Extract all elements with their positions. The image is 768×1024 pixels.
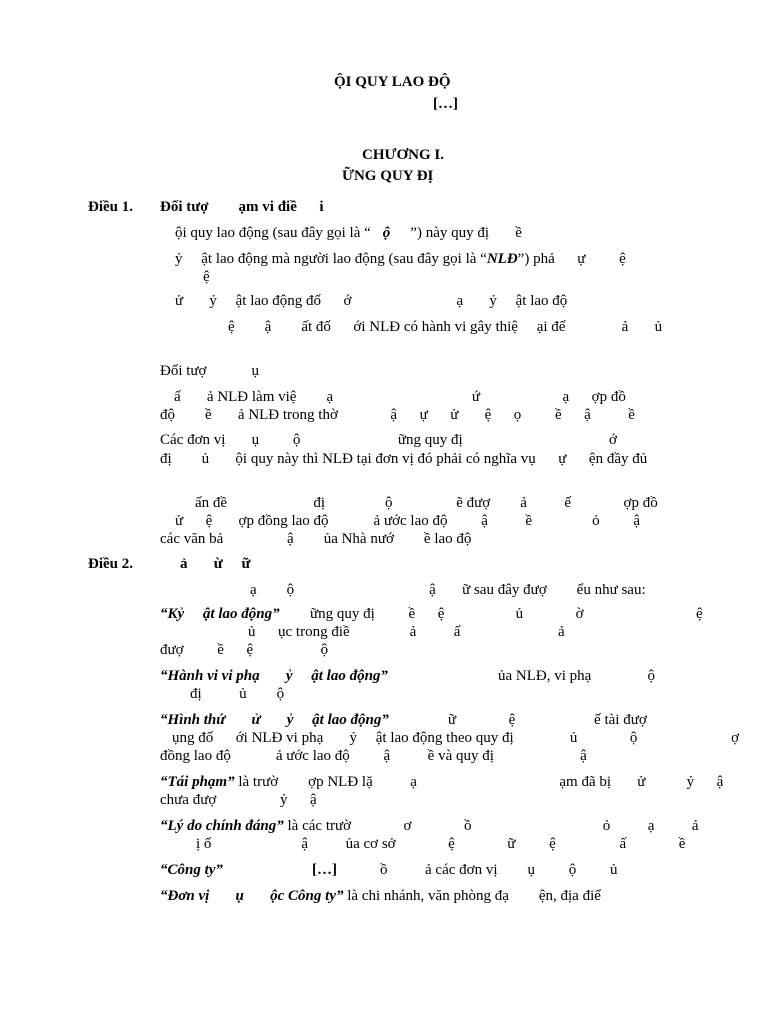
definition-term: “Hình thứ ử ỷ ật lao động” xyxy=(160,712,389,728)
definition-line: ụng đố ới NLĐ vi phạ ỷ ật lao động theo quy đị ủ ộ ợ xyxy=(172,730,740,746)
document-title: ỘI QUY LAO ĐỘ xyxy=(334,74,451,90)
text-run: ”) này quy đị ề xyxy=(410,225,522,241)
article-2-label: Điều 2. xyxy=(88,556,133,572)
term-nld: NLĐ xyxy=(486,251,518,267)
paragraph-line: ử ệ ợp đồng lao độ ả ước lao độ ậ ề ỏ ậ xyxy=(175,513,640,529)
definition-line: ồ ả các đơn vị ụ ộ ủ xyxy=(380,862,618,878)
article-1-line xyxy=(175,224,522,242)
chapter-title: ỮNG QUY ĐỊ xyxy=(342,168,434,184)
definition-line: đồng lao độ ả ước lao độ ậ ề và quy đị ậ xyxy=(160,748,587,764)
definition-line: đị ủ ộ xyxy=(190,686,285,702)
definition-line xyxy=(160,887,601,905)
article-2-heading: ả ừ ữ xyxy=(180,556,251,572)
paragraph-line: các văn bả ậ ủa Nhà nướ ề lao độ xyxy=(160,531,472,547)
paragraph-line: độ ề ả NLĐ trong thờ ậ ự ử ệ ọ ề ậ ề xyxy=(160,407,635,423)
article-1-line: ệ ậ ất đố ới NLĐ có hành vi gây thiệ ại đế ả ủ xyxy=(228,319,663,335)
text-run: ội quy lao động (sau đây gọi là “ xyxy=(175,225,371,241)
text-run: là trườ ợp NLĐ lặ ạ ạm đã bị ử ỷ ậ xyxy=(238,774,724,790)
definition-line: ững quy đị ề ệ ủ ờ ệ xyxy=(310,606,703,622)
document-subtitle: […] xyxy=(433,96,458,112)
subject-heading: Đối tượ ụ xyxy=(160,363,259,379)
paragraph-line: đị ủ ội quy này thì NLĐ tại đơn vị đó phải có nghĩa vụ ự ện đầy đủ xyxy=(160,451,648,467)
article-1-line: ử ỷ ật lao động đố ớ ạ ỷ ật lao độ xyxy=(175,293,568,309)
definition-line: ủ ục trong điề ả ấ ả xyxy=(248,624,565,640)
definition-term: “Hành vi vi phạ ỷ ật lao động” xyxy=(160,668,388,684)
definition-term: “Kỷ ật lao động” xyxy=(160,606,280,622)
term-noi-quy: ộ xyxy=(382,225,391,241)
definition-line xyxy=(160,817,699,835)
article-1-heading: Đối tượ ạm vi điề i xyxy=(160,199,324,215)
text-run: là chi nhánh, văn phòng đạ ện, địa điể xyxy=(347,888,601,904)
definition-line: ị ố ậ ủa cơ sở ệ ữ ệ ấ ề xyxy=(196,836,686,852)
paragraph-line: ấ ả NLĐ làm việ ạ ứ ạ ợp đồ xyxy=(174,389,626,405)
text-run: ”) phả ự ệ xyxy=(517,251,626,267)
definition-line: chưa đượ ỷ ậ xyxy=(160,792,317,808)
article-1-line: ệ xyxy=(203,269,210,285)
paragraph-line: Các đơn vị ụ ộ ững quy đị ớ xyxy=(160,432,617,448)
text-run: ỷ ật lao động mà người lao động (sau đây gọi là “ xyxy=(175,251,487,267)
article-1-line xyxy=(175,250,626,268)
definition-line: ữ ệ ế tài đượ xyxy=(448,712,647,728)
definition-line: đượ ề ệ ộ xyxy=(160,642,329,658)
definition-line xyxy=(160,773,723,791)
definition-term: “Công ty” xyxy=(160,862,223,878)
article-1-label: Điều 1. xyxy=(88,199,133,215)
article-2-intro: ạ ộ ậ ữ sau đây đượ ểu như sau: xyxy=(250,582,646,598)
definition-line: […] xyxy=(312,862,337,878)
definition-term: “Lý do chính đáng” xyxy=(160,818,284,834)
text-run: là các trườ ơ ồ ỏ ạ ả xyxy=(287,818,699,834)
definition-term: “Tái phạm” xyxy=(160,774,235,790)
chapter-number: CHƯƠNG I. xyxy=(362,147,444,163)
paragraph-line: ấn đề đị ộ ẽ đượ ả ế ợp đồ xyxy=(195,495,658,511)
definition-line: ủa NLĐ, vi phạ ộ xyxy=(498,668,656,684)
definition-term: “Đơn vị ụ ộc Công ty” xyxy=(160,888,344,904)
